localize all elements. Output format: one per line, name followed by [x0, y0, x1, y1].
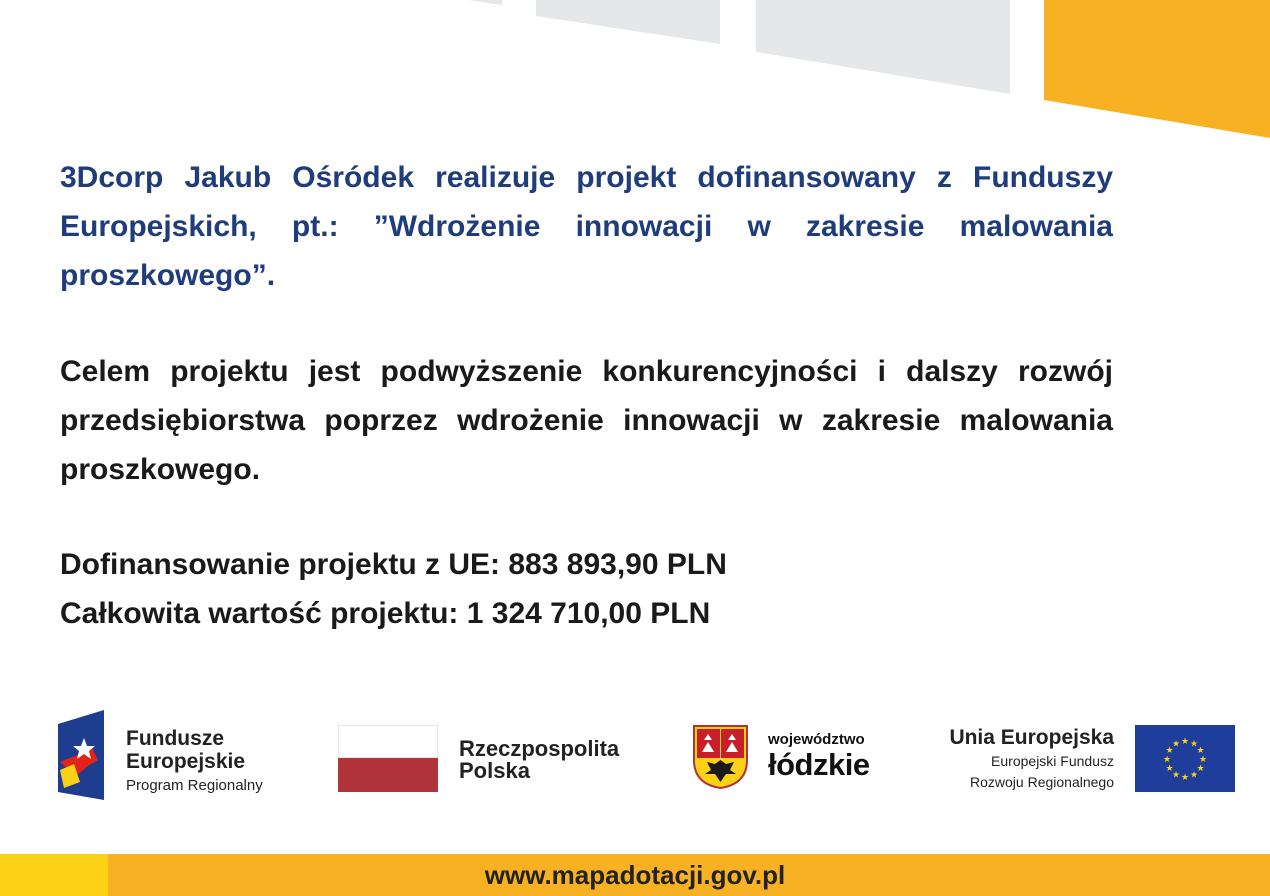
ue-sub1: Europejski Fundusz — [991, 753, 1114, 769]
goal-paragraph: Celem projektu jest podwyższenie konkurencyjności i dalszy rozwój przedsiębiorstwa poprzez wdrożenie innowacji w zakresie malowania proszkowego. — [60, 355, 1113, 486]
lodzkie-line2: łódzkie — [768, 747, 870, 782]
svg-text:★: ★ — [1189, 770, 1199, 781]
svg-text:★: ★ — [1196, 746, 1205, 756]
svg-text:★: ★ — [1180, 773, 1190, 783]
footer-bar — [0, 854, 1270, 896]
svg-text:★: ★ — [1189, 739, 1199, 750]
fundusze-subtitle: Program Regionalny — [126, 777, 263, 794]
ue-sub2: Rozwoju Regionalnego — [970, 774, 1114, 790]
polish-flag-icon — [338, 725, 438, 792]
lodzkie-coat-of-arms-icon — [692, 724, 749, 790]
svg-text:★: ★ — [1162, 755, 1172, 765]
logo-strip — [0, 690, 1270, 820]
unia-europejska-text — [930, 726, 1114, 792]
fundusze-europejskie-icon — [58, 710, 106, 800]
rp-line2: Polska — [459, 758, 530, 783]
lodzkie-line1: województwo — [768, 731, 865, 748]
svg-text:★: ★ — [1171, 739, 1181, 750]
total-project-value: Całkowita wartość projektu: 1 324 710,00 PLN — [60, 597, 711, 630]
top-decoration — [0, 0, 1270, 140]
svg-text:★: ★ — [1165, 764, 1174, 774]
fundusze-title-line1: Fundusze — [126, 727, 224, 750]
footer-website-link[interactable]: www.mapadotacji.gov.pl — [484, 860, 786, 890]
fundusze-title-line2: Europejskie — [126, 750, 246, 773]
svg-text:★: ★ — [1196, 764, 1205, 774]
fundusze-europejskie-text — [126, 727, 263, 796]
eu-flag-icon — [1135, 725, 1235, 792]
ue-title: Unia Europejska — [949, 726, 1114, 749]
rzeczpospolita-polska-text — [459, 738, 619, 782]
svg-text:★: ★ — [1171, 770, 1181, 781]
wojewodztwo-lodzkie-text — [768, 732, 870, 781]
svg-text:★: ★ — [1198, 755, 1208, 765]
svg-text:★: ★ — [1180, 737, 1190, 747]
funding-amounts — [60, 540, 1160, 638]
intro-paragraph: 3Dcorp Jakub Ośródek realizuje projekt dofinansowany z Funduszy Europejskich, pt.: ”Wdrożenie innowacji w zakresie malowania proszkowego”. — [60, 161, 1113, 292]
svg-text:★: ★ — [1165, 746, 1174, 756]
eu-cofinancing-amount: Dofinansowanie projektu z UE: 883 893,90 PLN — [60, 548, 727, 581]
rp-line1: Rzeczpospolita — [459, 736, 620, 761]
